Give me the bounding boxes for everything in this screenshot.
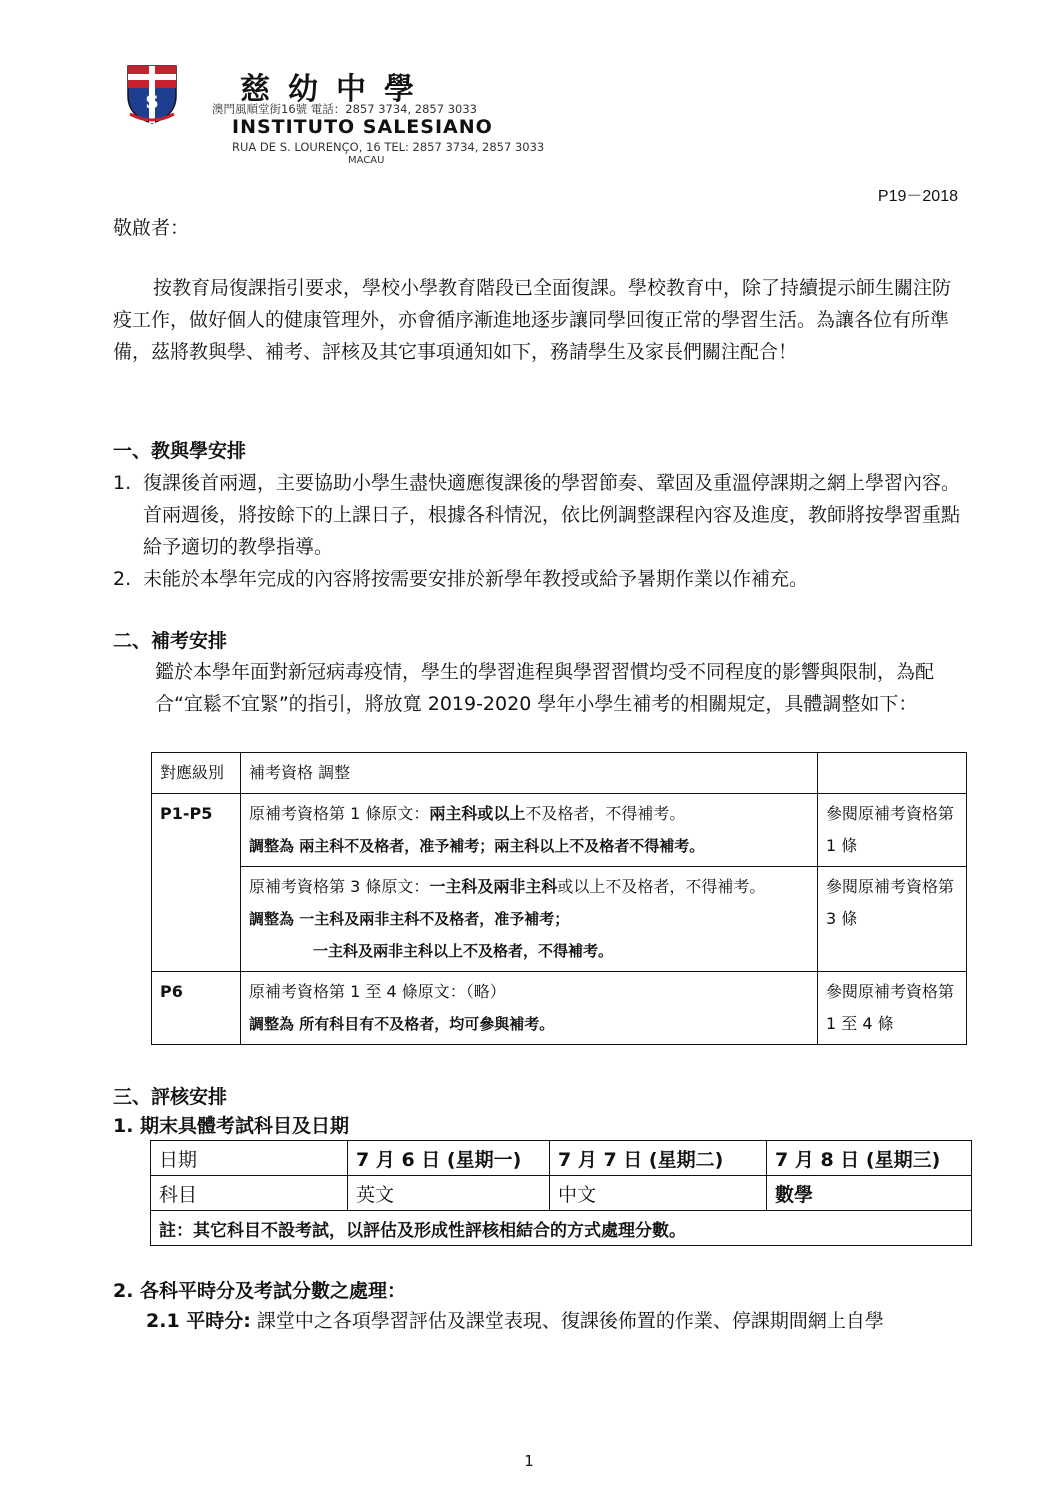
section3-title: 三、評核安排 [113, 1086, 228, 1108]
table-cell: 7 月 7 日 (星期二) [550, 1141, 767, 1176]
table-header-cell: 補考資格 調整 [241, 753, 818, 794]
list-number: 2. [113, 568, 132, 590]
address-en: RUA DE S. LOURENÇO, 16 TEL: 2857 3734, 2857 3033 [232, 140, 545, 154]
table-cell: 7 月 6 日 (星期一) [348, 1141, 550, 1176]
rule-cell [241, 972, 818, 1045]
rule-cell [241, 794, 818, 867]
salutation: 敬啟者： [113, 217, 190, 239]
table-cell: 數學 [767, 1176, 972, 1211]
table-row [151, 1176, 972, 1211]
table-cell: 中文 [550, 1176, 767, 1211]
rule-suffix: （略） [465, 982, 506, 1001]
adjusted-rule: 調整為 兩主科不及格者，准予補考；兩主科以上不及格者不得補考。 [249, 837, 705, 855]
table-row [151, 1141, 972, 1176]
table-row [151, 1211, 972, 1246]
school-logo [124, 62, 180, 124]
reference-cell: 參閱原補考資格第 1 至 4 條 [818, 972, 967, 1045]
adjusted-rule: 調整為 一主科及兩非主科不及格者，准予補考； [249, 910, 570, 928]
rule-emphasis: 一主科及兩非主科 [429, 877, 558, 896]
table-cell: 日期 [151, 1141, 348, 1176]
exam-schedule-table [150, 1140, 972, 1246]
table-note: 註：其它科目不設考試，以評估及形成性評核相結合的方式處理分數。 [151, 1211, 972, 1246]
table-row [152, 867, 967, 972]
regular-score-label: 2.1 平時分: [146, 1310, 251, 1332]
adjusted-rule-cont: 一主科及兩非主科以上不及格者，不得補考。 [313, 942, 614, 960]
table-cell: 英文 [348, 1176, 550, 1211]
logo-letter: S [145, 92, 159, 113]
rule-emphasis: 兩主科或以上 [429, 804, 526, 823]
section2-text: 鑑於本學年面對新冠病毒疫情，學生的學習進程與學習習慣均受不同程度的影響與限制，為配合“宜鬆不宜緊”的指引，將放寬 2019-2020 學年小學生補考的相關規定，具體調整如下： [155, 661, 935, 715]
list-text: 未能於本學年完成的內容將按需要安排於新學年教授或給予暑期作業以作補充。 [143, 568, 809, 590]
score-handling-title: 2. 各科平時分及考試分數之處理： [113, 1280, 407, 1302]
list-item [113, 563, 961, 595]
list-text: 復課後首兩週，主要協助小學生盡快適應復課後的學習節奏、鞏固及重溫停課期之網上學習內容。首兩週後，將按餘下的上課日子，根據各科情況，依比例調整課程內容及進度，教師將按學習重點給予適切的教學指導。 [143, 472, 961, 558]
grade-cell: P6 [152, 972, 241, 1045]
table-header-cell: 對應級別 [152, 753, 241, 794]
list-number: 1. [113, 472, 132, 494]
list-item [113, 467, 961, 563]
supplementary-exam-table [151, 752, 967, 1045]
document-number: P19－2018 [877, 188, 958, 205]
table-header-cell [818, 753, 967, 794]
school-name-cn: 慈幼中學 [240, 72, 432, 107]
rule-prefix: 原補考資格第 3 條原文： [249, 877, 430, 896]
exam-schedule-title: 1. 期末具體考試科目及日期 [113, 1115, 350, 1137]
rule-prefix: 原補考資格第 1 條原文： [249, 804, 430, 823]
regular-score-line [146, 1306, 966, 1333]
regular-score-text: 課堂中之各項學習評估及課堂表現、復課後佈置的作業、停課期間網上自學 [256, 1310, 884, 1332]
table-row [152, 972, 967, 1045]
original-rule [249, 976, 809, 1008]
rule-suffix: 不及格者，不得補考。 [525, 804, 686, 823]
page-number: 1 [524, 1452, 534, 1470]
rule-cell [241, 867, 818, 972]
table-cell: 科目 [151, 1176, 348, 1211]
intro-text: 按教育局復課指引要求，學校小學教育階段已全面復課。學校教育中，除了持續提示師生關注防疫工作，做好個人的健康管理外，亦會循序漸進地逐步讓同學回復正常的學習生活。為讓各位有所準備，茲將教與學、補考、評核及其它事項通知如下，務請學生及家長們關注配合！ [113, 277, 952, 363]
table-row [152, 794, 967, 867]
school-name-en: INSTITUTO SALESIANO [232, 116, 493, 138]
original-rule [249, 871, 809, 903]
section1-title: 一、教與學安排 [113, 440, 247, 462]
reference-cell: 參閱原補考資格第 3 條 [818, 867, 967, 972]
section2-title: 二、補考安排 [113, 630, 228, 652]
grade-cell: P1-P5 [152, 794, 241, 972]
intro-paragraph [113, 272, 961, 368]
reference-cell: 參閱原補考資格第 1 條 [818, 794, 967, 867]
table-cell: 7 月 8 日 (星期三) [767, 1141, 972, 1176]
rule-suffix: 或以上不及格者，不得補考。 [557, 877, 766, 896]
city: MACAU [348, 155, 385, 166]
adjusted-rule: 調整為 所有科目有不及格者，均可參與補考。 [249, 1015, 555, 1033]
rule-prefix: 原補考資格第 1 至 4 條原文： [249, 982, 466, 1001]
table-header-row [152, 753, 967, 794]
address-cn: 澳門風順堂街16號 電話：2857 3734, 2857 3033 [212, 102, 477, 116]
original-rule [249, 798, 809, 830]
